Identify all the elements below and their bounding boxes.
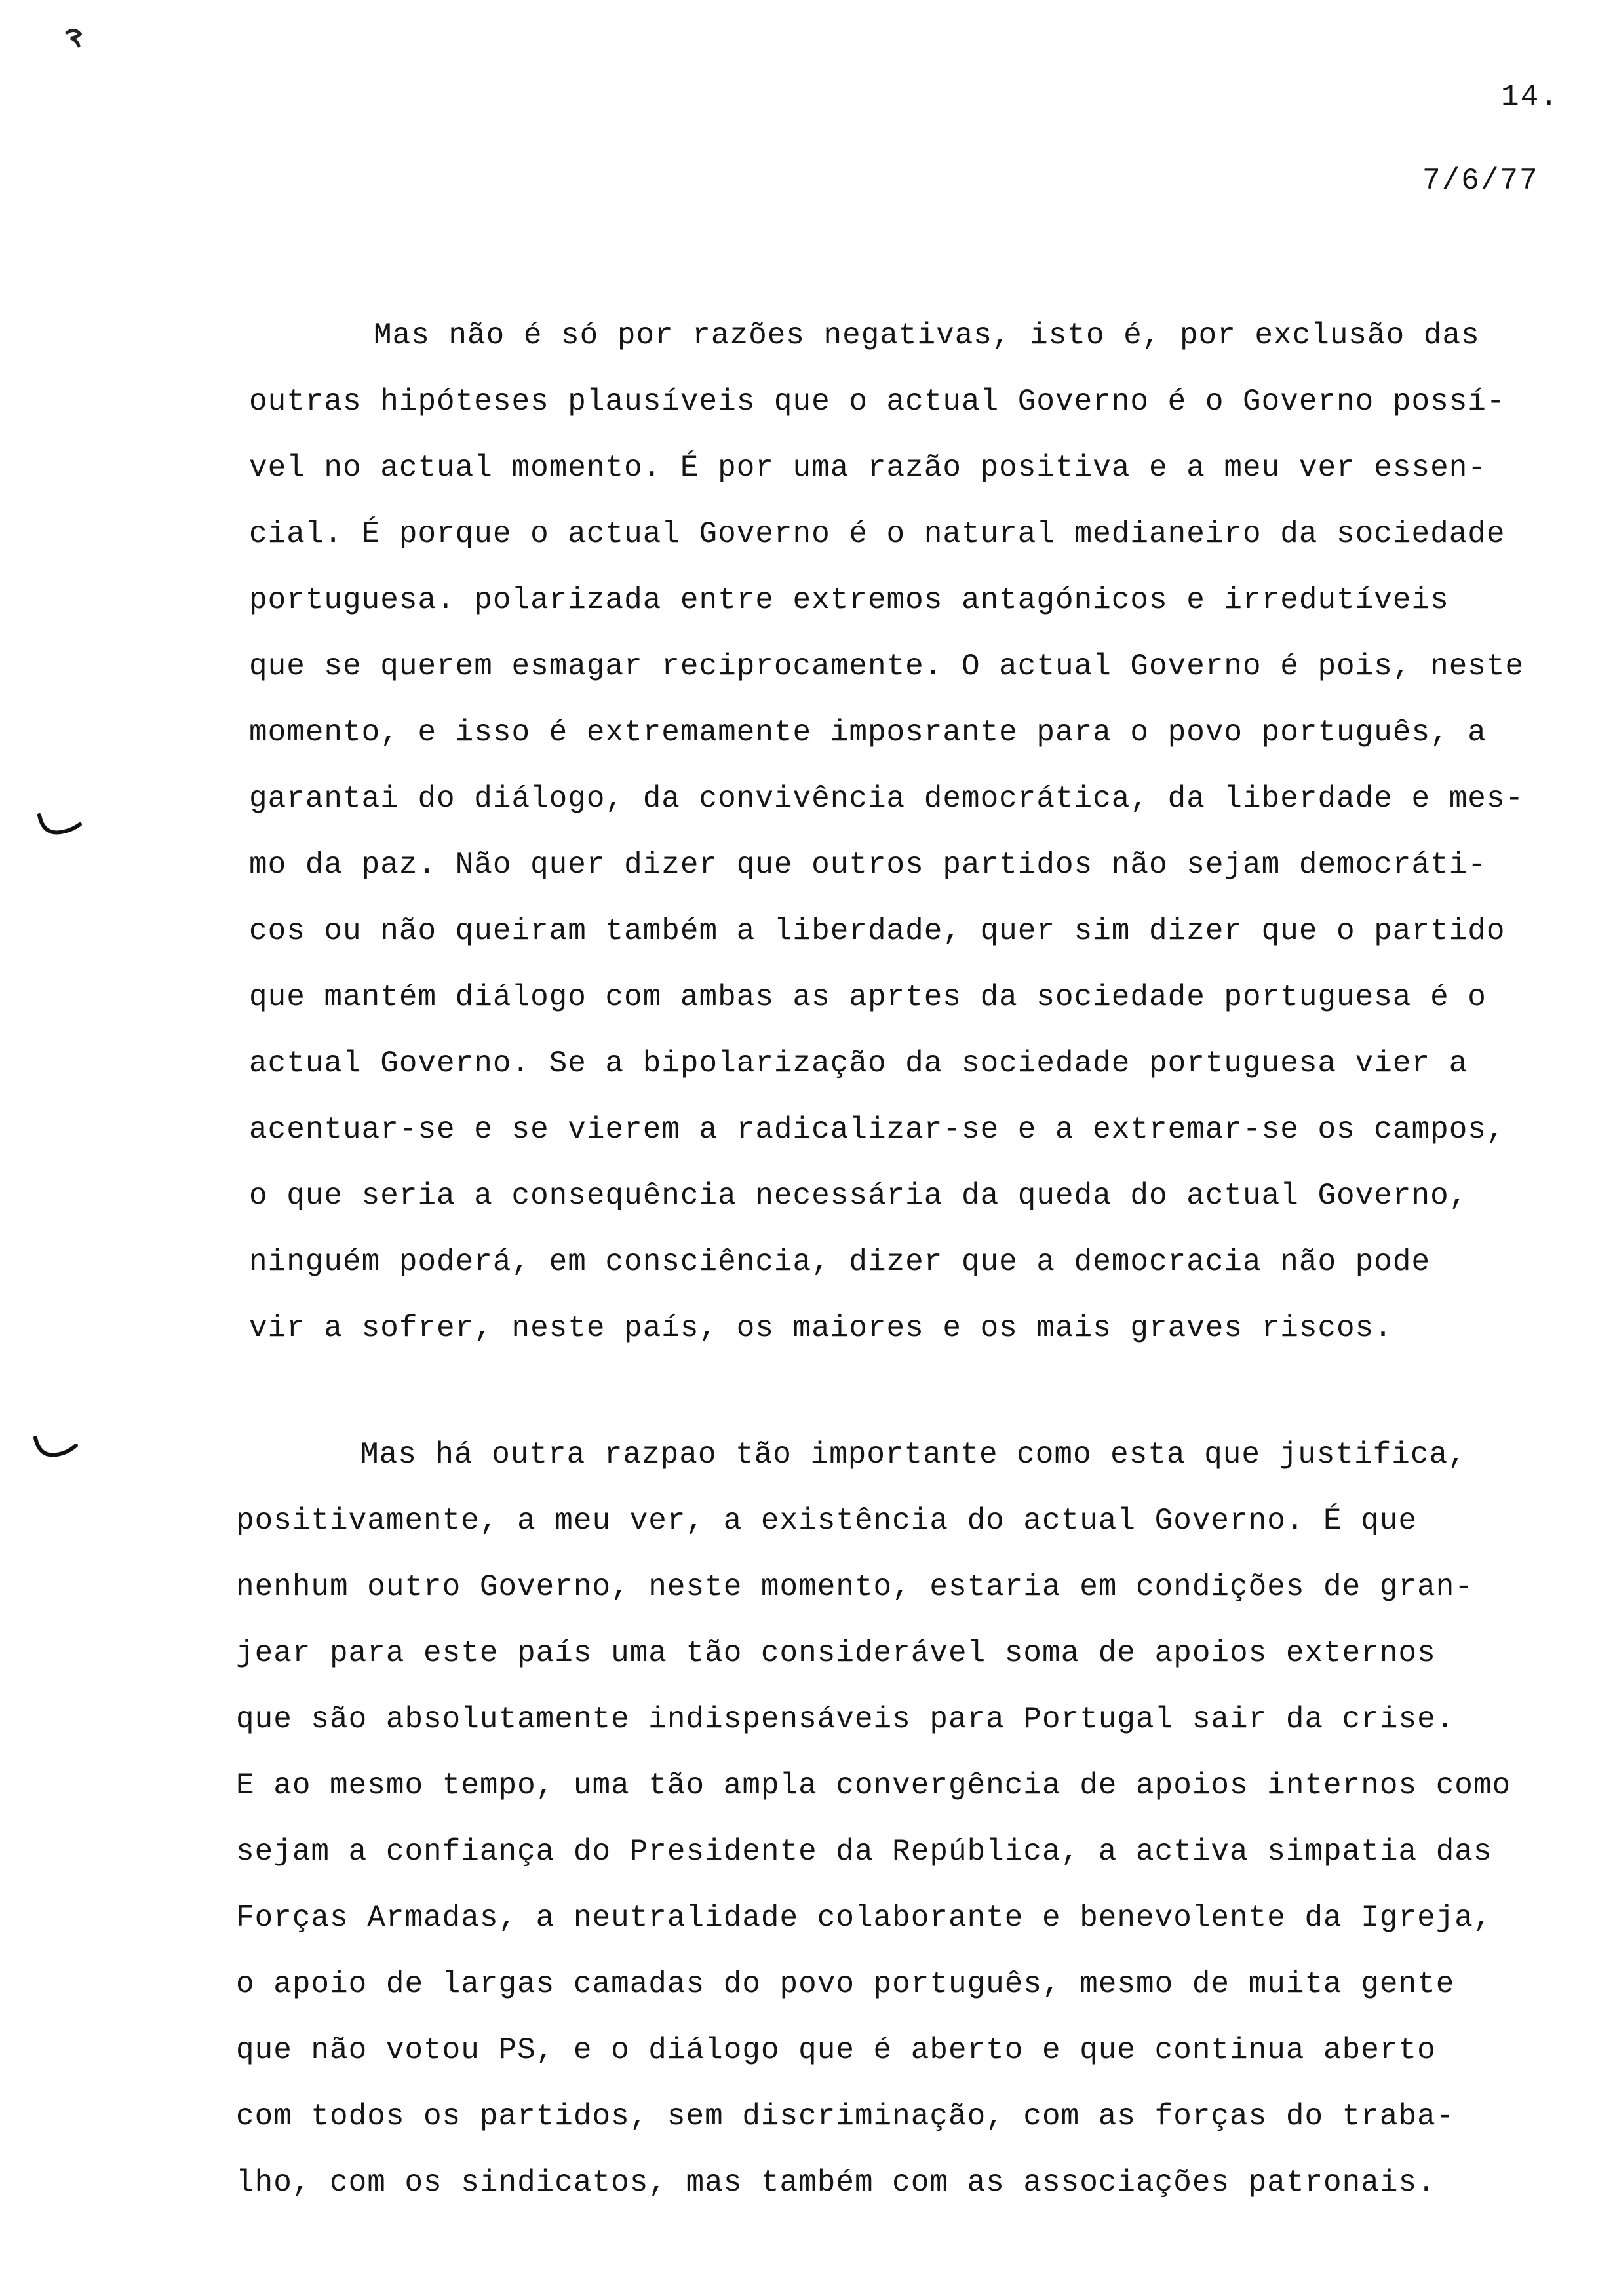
text-line: que se querem esmagar reciprocamente. O actual Governo é pois, neste bbox=[249, 649, 1525, 683]
text-line: cos ou não queiram também a liberdade, quer sim dizer que o partido bbox=[249, 914, 1506, 948]
text-line: vir a sofrer, neste país, os maiores e os mais graves riscos. bbox=[249, 1311, 1393, 1345]
text-line: outras hipóteses plausíveis que o actual Governo é o Governo possí- bbox=[249, 385, 1506, 419]
text-line: sejam a confiança do Presidente da República, a activa simpatia das bbox=[236, 1835, 1492, 1869]
text-line: cial. É porque o actual Governo é o natural medianeiro da sociedade bbox=[249, 517, 1506, 551]
text-line: mo da paz. Não quer dizer que outros partidos não sejam democráti- bbox=[249, 848, 1487, 882]
text-line: garantai do diálogo, da convivência democrática, da liberdade e mes- bbox=[249, 782, 1525, 816]
corner-pen-mark bbox=[63, 24, 89, 50]
text-line: Mas não é só por razões negativas, isto é, por exclusão das bbox=[374, 318, 1480, 353]
text-line: o que seria a consequência necessária da queda do actual Governo, bbox=[249, 1179, 1468, 1213]
document-date: 7/6/77 bbox=[1422, 164, 1539, 198]
text-line: com todos os partidos, sem discriminação, com as forças do traba- bbox=[236, 2099, 1455, 2133]
text-line: portuguesa. polarizada entre extremos antagónicos e irredutíveis bbox=[249, 583, 1449, 617]
text-line: vel no actual momento. É por uma razão positiva e a meu ver essen- bbox=[249, 451, 1487, 485]
text-line: ninguém poderá, em consciência, dizer que a democracia não pode bbox=[249, 1245, 1431, 1279]
text-line: que são absolutamente indispensáveis para Portugal sair da crise. bbox=[236, 1702, 1455, 1736]
paragraph bbox=[236, 1422, 1586, 2216]
text-line: E ao mesmo tempo, uma tão ampla convergência de apoios internos como bbox=[236, 1769, 1511, 1803]
paragraph bbox=[249, 303, 1599, 1362]
text-line: acentuar-se e se vierem a radicalizar-se e a extremar-se os campos, bbox=[249, 1113, 1506, 1147]
text-line: Mas há outra razpao tão importante como esta que justifica, bbox=[360, 1438, 1467, 1472]
text-line: nenhum outro Governo, neste momento, estaria em condições de gran- bbox=[236, 1570, 1473, 1604]
text-line: jear para este país uma tão considerável soma de apoios externos bbox=[236, 1636, 1436, 1670]
margin-check-mark bbox=[37, 813, 83, 839]
margin-check-mark bbox=[33, 1435, 79, 1461]
text-line: o apoio de largas camadas do povo português, mesmo de muita gente bbox=[236, 1967, 1455, 2001]
text-line: Forças Armadas, a neutralidade colaborante e benevolente da Igreja, bbox=[236, 1901, 1492, 1935]
text-line: que não votou PS, e o diálogo que é aberto e que continua aberto bbox=[236, 2033, 1436, 2067]
text-line: positivamente, a meu ver, a existência do actual Governo. É que bbox=[236, 1504, 1418, 1538]
text-line: lho, com os sindicatos, mas também com as associações patronais. bbox=[236, 2166, 1436, 2200]
page-number: 14. bbox=[1501, 80, 1559, 114]
text-line: que mantém diálogo com ambas as aprtes da sociedade portuguesa é o bbox=[249, 980, 1487, 1014]
text-line: momento, e isso é extremamente imposrante para o povo português, a bbox=[249, 716, 1487, 750]
text-line: actual Governo. Se a bipolarização da sociedade portuguesa vier a bbox=[249, 1046, 1468, 1081]
